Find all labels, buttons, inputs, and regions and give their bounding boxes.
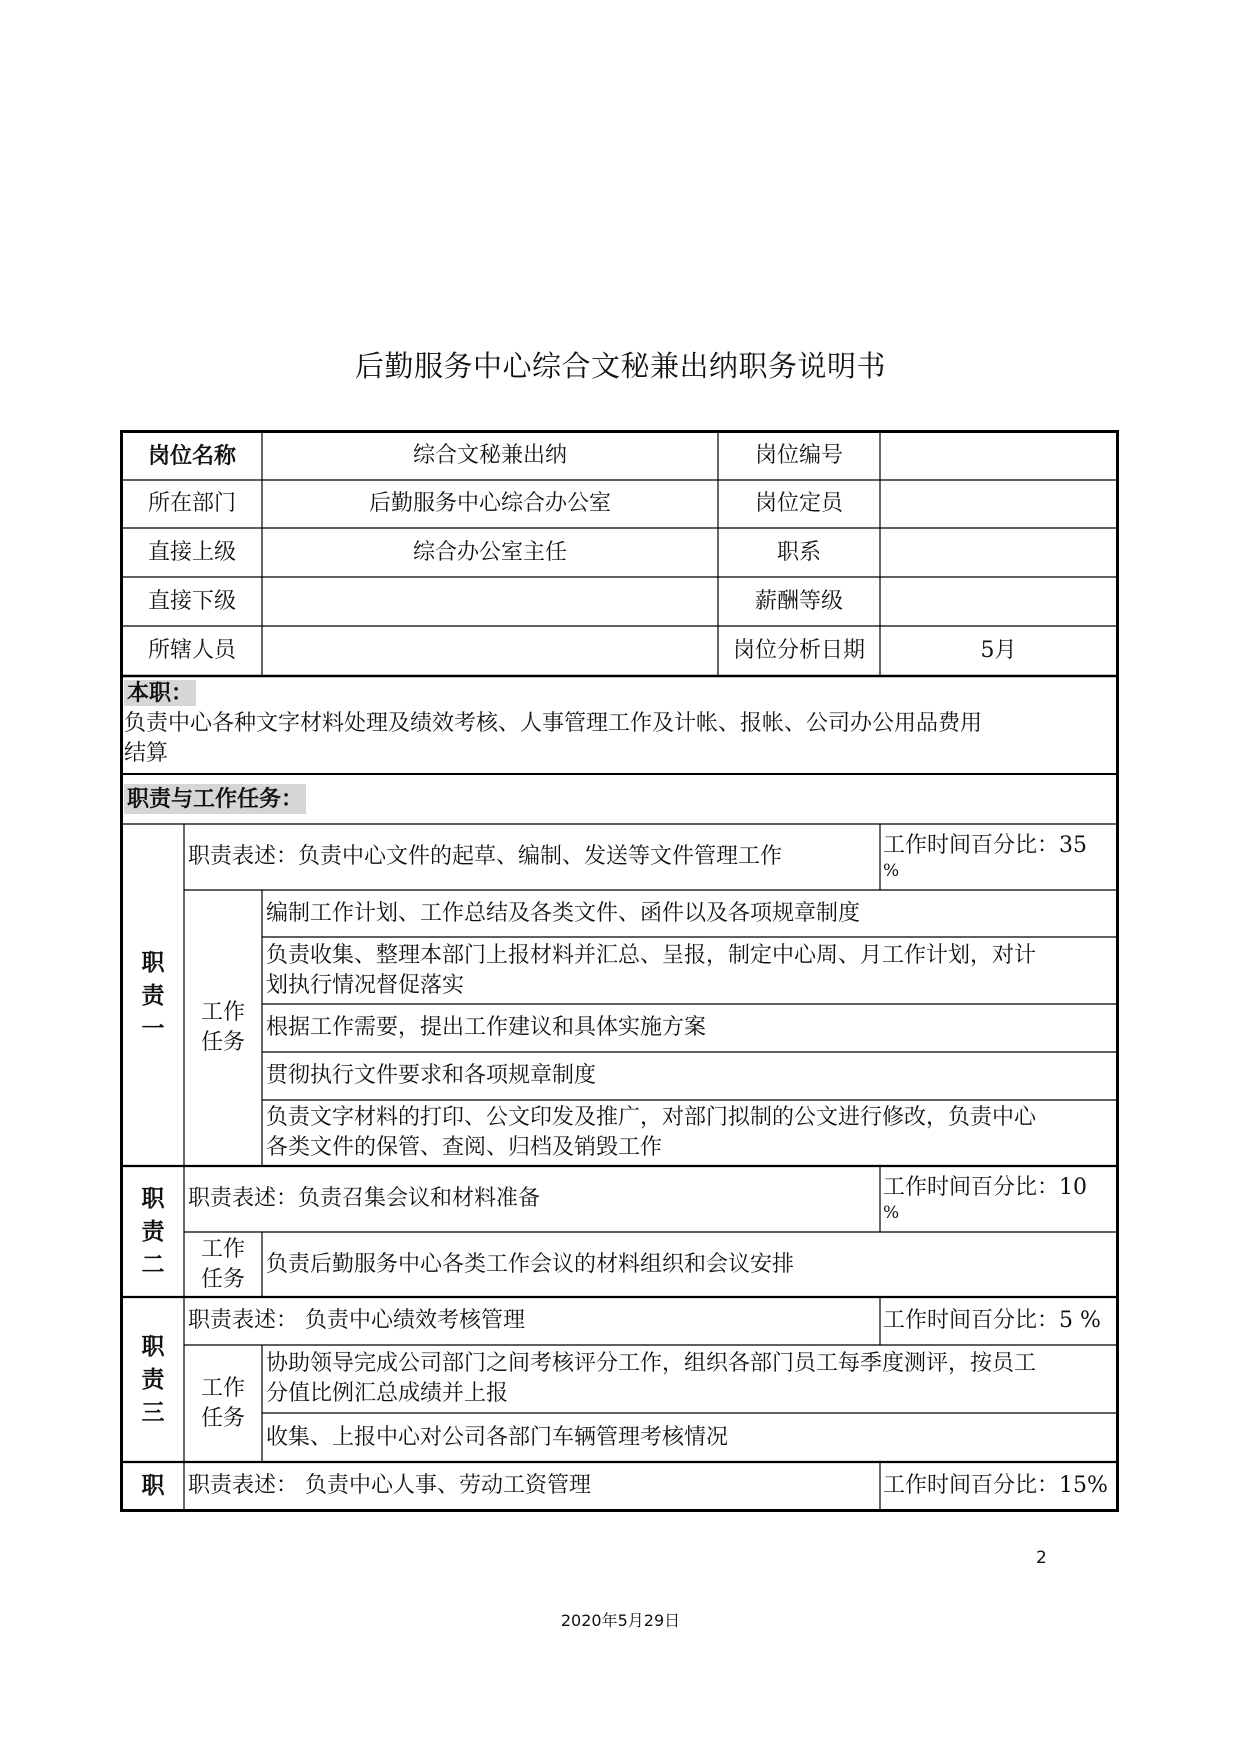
value-job-family [880,528,1117,577]
duty1-task-label: 工作 任务 [200,1000,245,1055]
label-headcount: 岗位定员 [754,491,843,516]
duty1-task-3: 根据工作需要，提出工作建议和具体实施方案 [266,1015,707,1040]
value-headcount [880,480,1117,528]
label-position-name: 岗位名称 [147,443,236,469]
label-analysis-date: 岗位分析日期 [732,638,865,663]
duty1-task-1: 编制工作计划、工作总结及各类文件、函件以及各项规章制度 [266,900,861,926]
value-position-code [880,432,1117,480]
duty2-description: 职责表述：负责召集会议和材料准备 [188,1186,541,1211]
label-position-code: 岗位编号 [754,443,843,468]
label-direct-superior: 直接上级 [147,539,236,565]
document-title: 后勤服务中心综合文秘兼出纳职务说明书 [354,349,886,383]
summary-line-1: 负责中心各种文字材料处理及绩效考核、人事管理工作及计帐、报帐、公司办公用品费用 [124,711,983,736]
duty3-label: 职 责 三 [141,1333,165,1426]
summary-heading: 本职： [124,680,196,706]
value-salary-grade [880,577,1117,626]
summary-line-2: 结算 [124,741,169,766]
footer-date: 2020年5月29日 [560,1611,681,1630]
job-summary [124,678,1114,769]
value-position-name: 综合文秘兼出纳 [412,443,567,468]
duty1-task-5: 负责文字材料的打印、公文印发及推广，对部门拟制的公文进行修改，负责中心 各类文件的保管、查阅、归档及销毁工作 [266,1105,1037,1160]
label-job-family: 职系 [776,539,821,565]
value-department: 后勤服务中心综合办公室 [368,491,611,516]
duty3-task-2: 收集、上报中心对公司各部门车辆管理考核情况 [266,1424,729,1450]
value-direct-superior: 综合办公室主任 [412,539,567,565]
value-direct-subordinate [262,577,718,626]
duty1-task-2: 负责收集、整理本部门上报材料并汇总、呈报，制定中心周、月工作计划，对计 划执行情况督促落实 [266,942,1037,998]
duty3-time-percentage: 工作时间百分比：5 % [883,1308,1101,1333]
duty4-description: 职责表述： 负责中心人事、劳动工资管理 [188,1473,591,1498]
duty2-time-percentage: 工作时间百分比：10 % [883,1175,1087,1223]
duty1-time-percentage: 工作时间百分比：35 % [883,833,1087,881]
duty2-task-1: 负责后勤服务中心各类工作会议的材料组织和会议安排 [266,1251,795,1277]
duty3-task-1: 协助领导完成公司部门之间考核评分工作，组织各部门员工每季度测评，按员工 分值比例汇总成绩并上报 [266,1351,1037,1406]
duty3-description: 职责表述： 负责中心绩效考核管理 [188,1308,525,1333]
duty1-label: 职 责 一 [141,948,165,1042]
page-number: 2 [1036,1548,1047,1568]
label-direct-subordinate: 直接下级 [147,588,236,614]
duty4-time-percentage: 工作时间百分比：15% [883,1473,1108,1498]
duties-heading-cell [122,774,1117,824]
duty3-task-label: 工作 任务 [200,1375,245,1431]
duty1-description: 职责表述：负责中心文件的起草、编制、发送等文件管理工作 [188,844,783,869]
duty1-task-4: 贯彻执行文件要求和各项规章制度 [266,1063,597,1088]
value-analysis-date: 5月 [980,638,1017,663]
duties-heading: 职责与工作任务： [124,784,306,814]
label-staff: 所辖人员 [147,638,236,663]
duty2-task-label: 工作 任务 [200,1236,245,1292]
value-staff [262,626,718,676]
duty2-label: 职 责 二 [141,1185,165,1278]
label-department: 所在部门 [147,491,236,516]
duty4-label: 职 [141,1472,165,1499]
label-salary-grade: 薪酬等级 [754,588,843,614]
